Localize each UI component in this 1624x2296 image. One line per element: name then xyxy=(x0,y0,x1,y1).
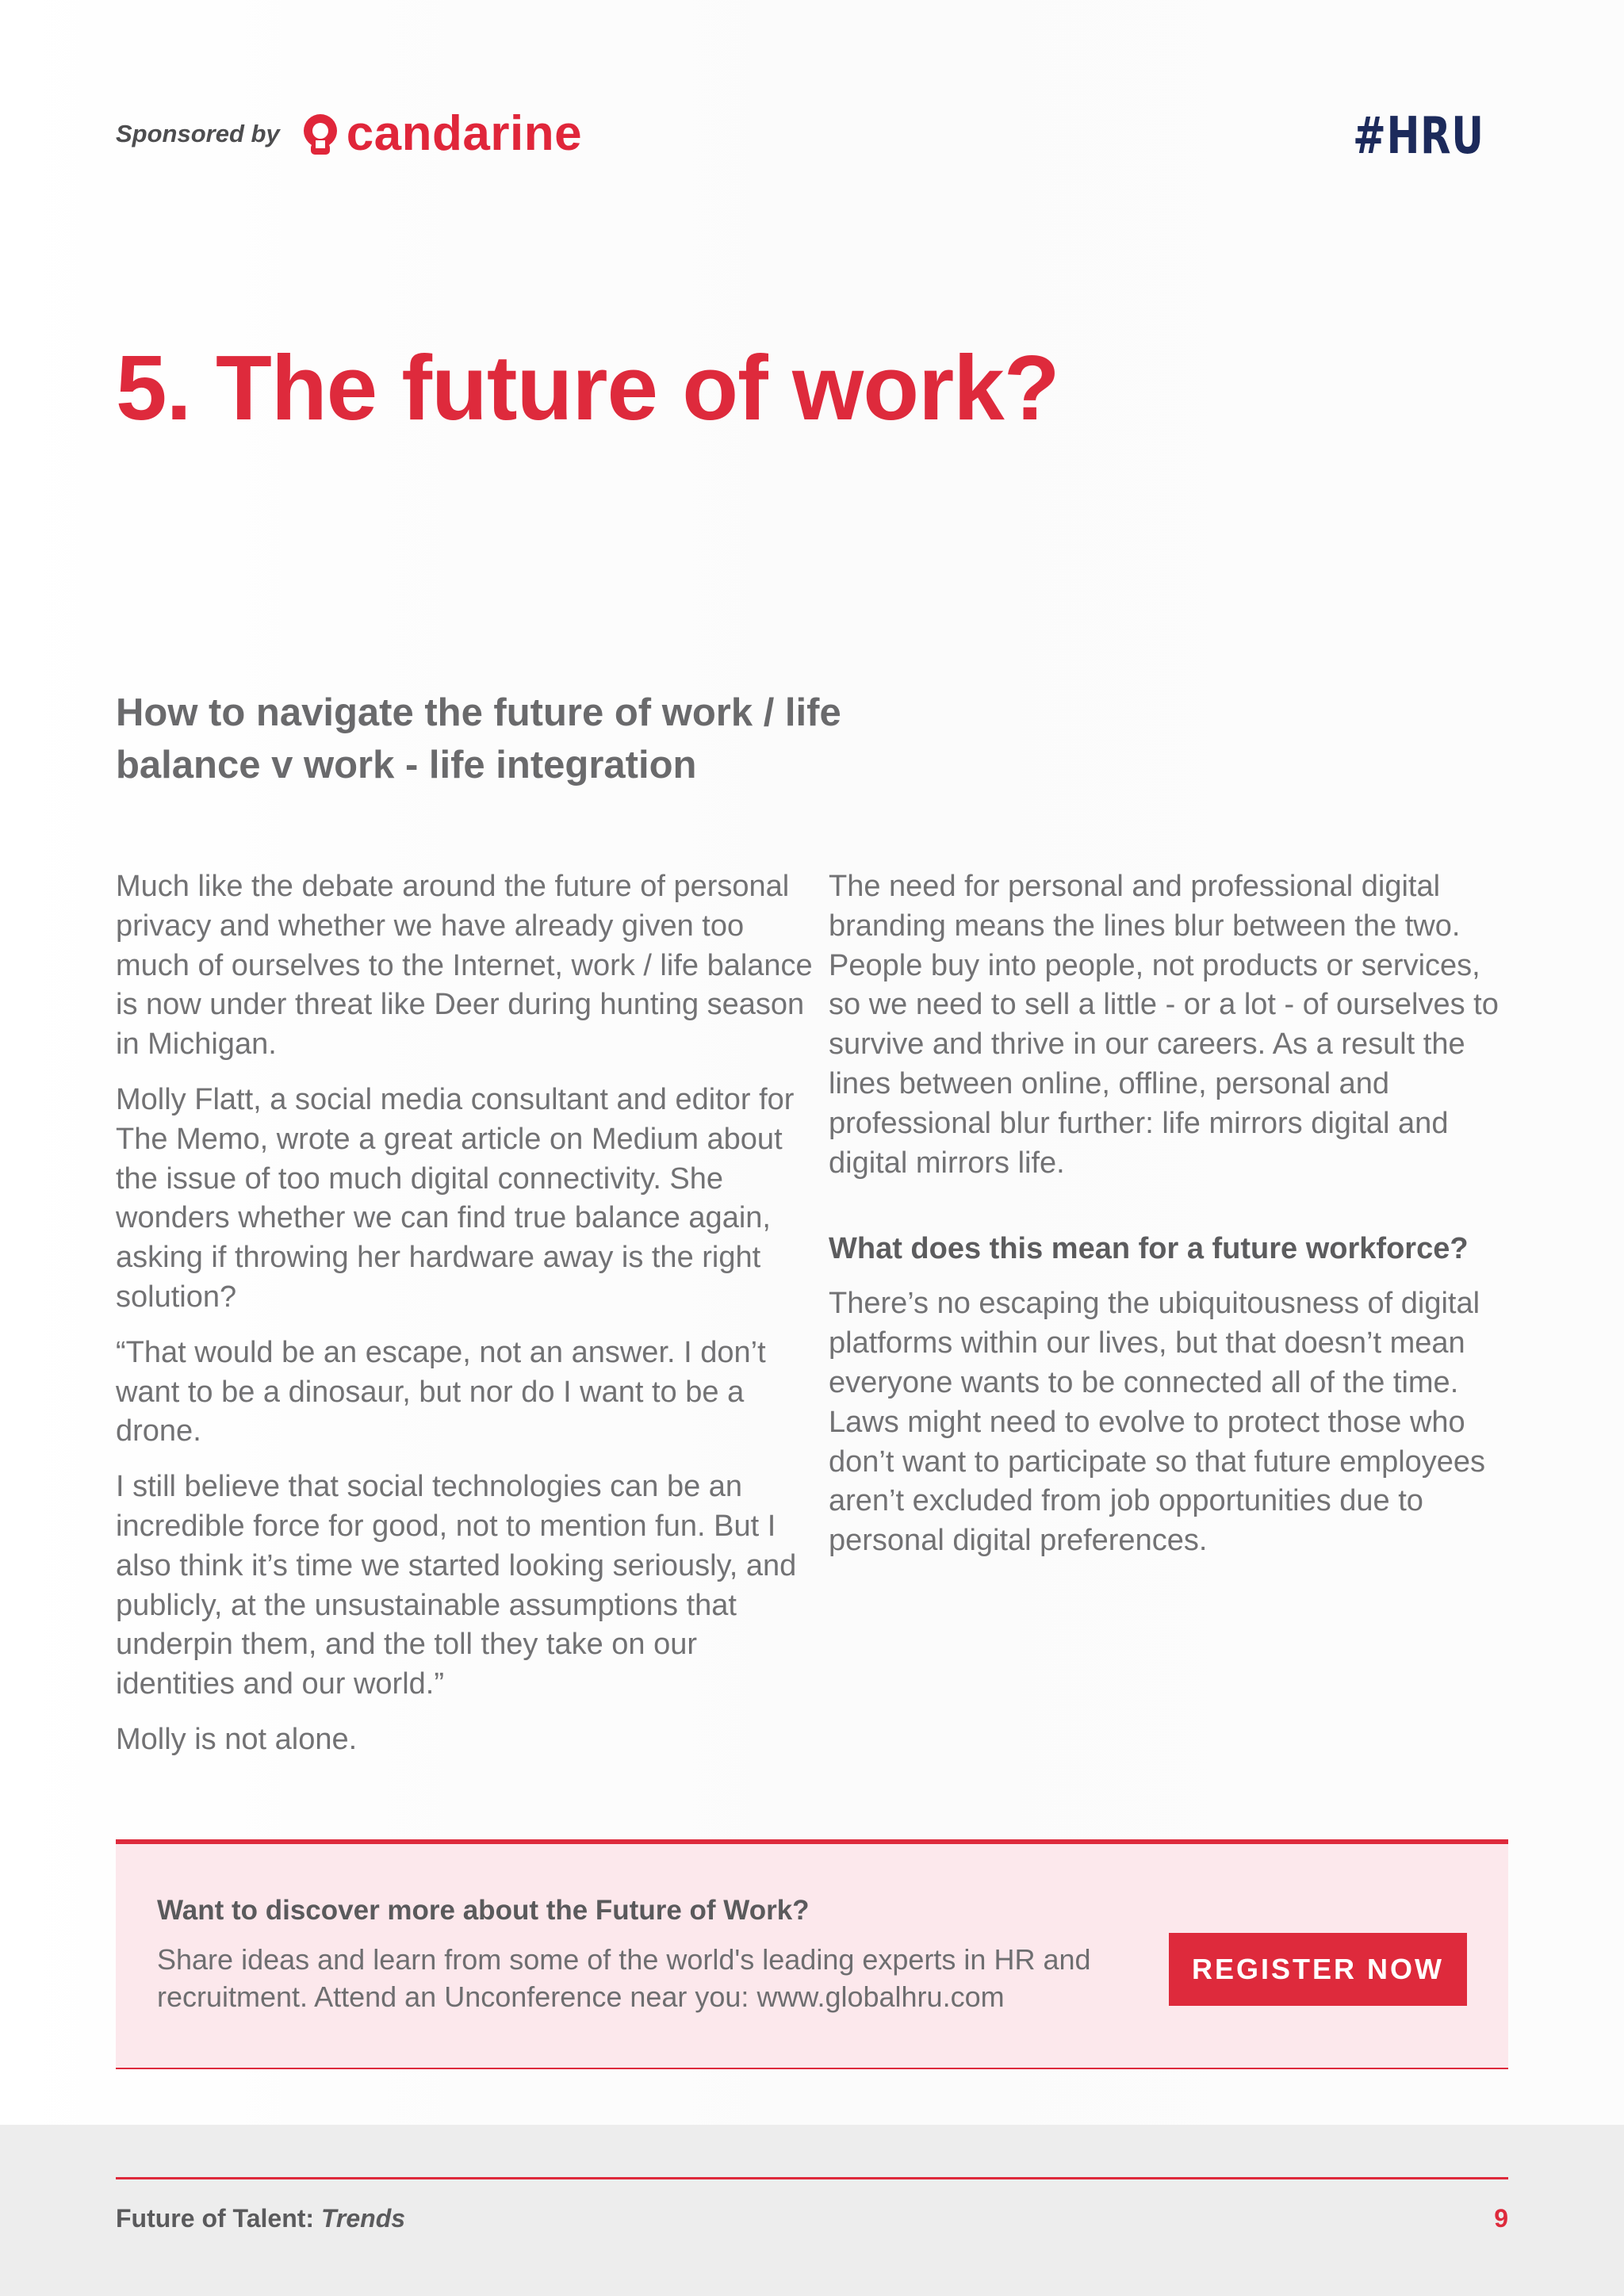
body-paragraph: Much like the debate around the future of personal privacy and whether we have already given too much of ourselves to the Internet, work / life balance is now under threat like Deer during hunting season in Michigan. xyxy=(116,870,813,1062)
quote-paragraph: “That would be an escape, not an answer. I don’t want to be a dinosaur, but nor do I want to be a drone. xyxy=(116,1335,766,1448)
page-number: 9 xyxy=(1494,2204,1508,2233)
quote-paragraph: I still believe that social technologies can be an incredible force for good, not to mention fun. But I also think it’s time we started looking seriously, and publicly, at the unsustainable assumptions that underpin them, and the toll they take on our identities and our world.” xyxy=(116,1470,797,1701)
left-column xyxy=(116,867,814,1776)
candarine-wordmark: candarine xyxy=(346,106,583,161)
sponsored-by-label: Sponsored by xyxy=(116,120,280,147)
cta-panel xyxy=(116,1839,1508,2069)
footer-section: Trends xyxy=(320,2204,406,2233)
body-paragraph: Molly is not alone. xyxy=(116,1722,358,1756)
register-now-button[interactable]: REGISTER NOW xyxy=(1169,1933,1467,2006)
footer-publication: Future of Talent: xyxy=(116,2204,315,2233)
page-title: 5. The future of work? xyxy=(116,336,1059,439)
footer-publication-title xyxy=(116,2204,405,2233)
right-column xyxy=(829,867,1511,1577)
section-heading: What does this mean for a future workforce? xyxy=(829,1232,1469,1266)
candarine-logo-icon xyxy=(301,112,340,156)
footer-divider xyxy=(116,2177,1508,2179)
body-paragraph: The need for personal and professional digital branding means the lines blur between the two. People buy into people, not products or services, so we need to sell a little - or a lot - of ourselves to survive and thrive in our careers. As a result the lines between online, offline, personal and professional blur further: life mirrors digital and digital mirrors life. xyxy=(829,870,1499,1180)
article-subheading: How to navigate the future of work / life balance v work - life integration xyxy=(116,691,841,786)
body-paragraph: There’s no escaping the ubiquitousness of digital platforms within our lives, but that doesn’t mean everyone wants to be connected all of the time. Laws might need to evolve to protect those who don’t want to participate so that future employees aren’t excluded from job opportunities due to personal digital preferences. xyxy=(829,1287,1486,1558)
hru-logo[interactable]: #HRU xyxy=(1353,107,1484,166)
candarine-logo[interactable] xyxy=(301,106,583,161)
cta-title: Want to discover more about the Future of Work? xyxy=(157,1895,810,1926)
cta-body: Share ideas and learn from some of the world's leading experts in HR and recruitment. Attend an Unconference near you: www.globalhru.com xyxy=(157,1943,1091,2013)
body-paragraph: Molly Flatt, a social media consultant and editor for The Memo, wrote a great article on Medium about the issue of too much digital connectivity. She wonders whether we can find true balance again, asking if throwing her hardware away is the right solution? xyxy=(116,1082,795,1314)
sponsor-banner xyxy=(116,106,583,161)
